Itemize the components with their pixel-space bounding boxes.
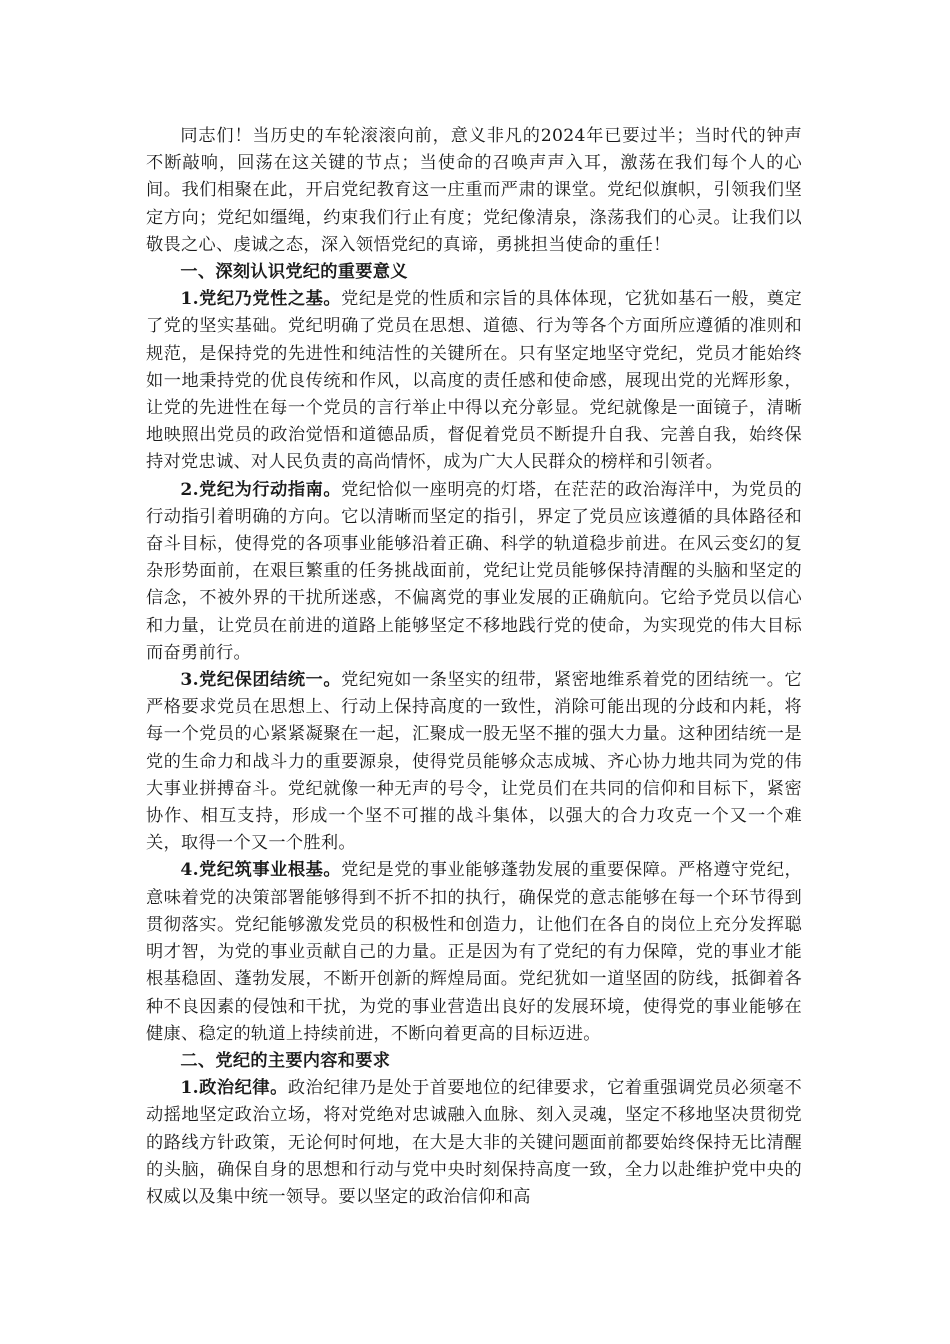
paragraph-1-2 [146, 477, 802, 667]
paragraph-text: 党纪是党的性质和宗旨的具体体现，它犹如基石一般，奠定了党的坚实基础。党纪明确了党员在思想、道德、行为等各个方面所应遵循的准则和规范，是保持党的先进性和纯洁性的关键所在。只有坚定地坚守党纪，党员才能始终如一地秉持党的优良传统和作风，以高度的责任感和使命感，展现出党的光辉形象，让党的先进性在每一个党员的言行举止中得以充分彰显。党纪就像是一面镜子，清晰地映照出党员的政治觉悟和道德品质，督促着党员不断提升自我、完善自我，始终保持对党忠诚、对人民负责的高尚情怀，成为广大人民群众的榜样和引领者。 [146, 289, 802, 473]
paragraph-1-1 [146, 286, 802, 476]
paragraph-1-4 [146, 857, 802, 1047]
intro-paragraph: 同志们！当历史的车轮滚滚向前，意义非凡的2024年已要过半；当时代的钟声不断敲响，回荡在这关键的节点；当使命的召唤声声入耳，激荡在我们每个人的心间。我们相聚在此，开启党纪教育这一庄重而严肃的课堂。党纪似旗帜，引领我们坚定方向；党纪如缰绳，约束我们行止有度；党纪像清泉，涤荡我们的心灵。让我们以敬畏之心、虔诚之态，深入领悟党纪的真谛，勇挑担当使命的重任！ [146, 126, 802, 255]
paragraph-lead: 1.党纪乃党性之基。 [180, 289, 342, 310]
paragraph-lead: 2.党纪为行动指南。 [180, 479, 342, 500]
paragraph-1-3 [146, 667, 802, 857]
paragraph-lead: 3.党纪保团结统一。 [180, 670, 342, 691]
paragraph-2-1 [146, 1075, 802, 1211]
paragraph-text: 党纪是党的事业能够蓬勃发展的重要保障。严格遵守党纪，意味着党的决策部署能够得到不折不扣的执行，确保党的意志能够在每一个环节得到贯彻落实。党纪能够激发党员的积极性和创造力，让他们在各自的岗位上充分发挥聪明才智，为党的事业贡献自己的力量。正是因为有了党纪的有力保障，党的事业才能根基稳固、蓬勃发展，不断开创新的辉煌局面。党纪犹如一道坚固的防线，抵御着各种不良因素的侵蚀和干扰，为党的事业营造出良好的发展环境，使得党的事业能够在健康、稳定的轨道上持续前进，不断向着更高的目标迈进。 [146, 860, 802, 1044]
paragraph-text: 党纪恰似一座明亮的灯塔，在茫茫的政治海洋中，为党员的行动指引着明确的方向。它以清晰而坚定的指引，界定了党员应该遵循的具体路径和奋斗目标，使得党的各项事业能够沿着正确、科学的轨道稳步前进。在风云变幻的复杂形势面前，在艰巨繁重的任务挑战面前，党纪让党员能够保持清醒的头脑和坚定的信念，不被外界的干扰所迷惑，不偏离党的事业发展的正确航向。它给予党员以信心和力量，让党员在前进的道路上能够坚定不移地践行党的使命，为实现党的伟大目标而奋勇前行。 [146, 479, 802, 663]
paragraph-text: 政治纪律乃是处于首要地位的纪律要求，它着重强调党员必须毫不动摇地坚定政治立场，将对党绝对忠诚融入血脉、刻入灵魂，坚定不移地坚决贯彻党的路线方针政策，无论何时何地，在大是大非的关键问题面前都要始终保持无比清醒的头脑，确保自身的思想和行动与党中央时刻保持高度一致，全力以赴维护党中央的权威以及集中统一领导。要以坚定的政治信仰和高 [146, 1078, 803, 1207]
paragraph-lead: 4.党纪筑事业根基。 [180, 860, 342, 881]
document-body [146, 123, 802, 1211]
section-heading-1: 一、深刻认识党纪的重要意义 [180, 262, 408, 283]
section-heading-2: 二、党纪的主要内容和要求 [180, 1050, 391, 1071]
paragraph-lead: 1.政治纪律。 [180, 1078, 288, 1099]
paragraph-text: 党纪宛如一条坚实的纽带，紧密地维系着党的团结统一。它严格要求党员在思想上、行动上保持高度的一致性，消除可能出现的分歧和内耗，将每一个党员的心紧紧凝聚在一起，汇聚成一股无坚不摧的强大力量。这种团结统一是党的生命力和战斗力的重要源泉，使得党员能够众志成城、齐心协力地共同为党的伟大事业拼搏奋斗。党纪就像一种无声的号令，让党员们在共同的信仰和目标下，紧密协作、相互支持，形成一个坚不可摧的战斗集体，以强大的合力攻克一个又一个难关，取得一个又一个胜利。 [146, 670, 802, 854]
